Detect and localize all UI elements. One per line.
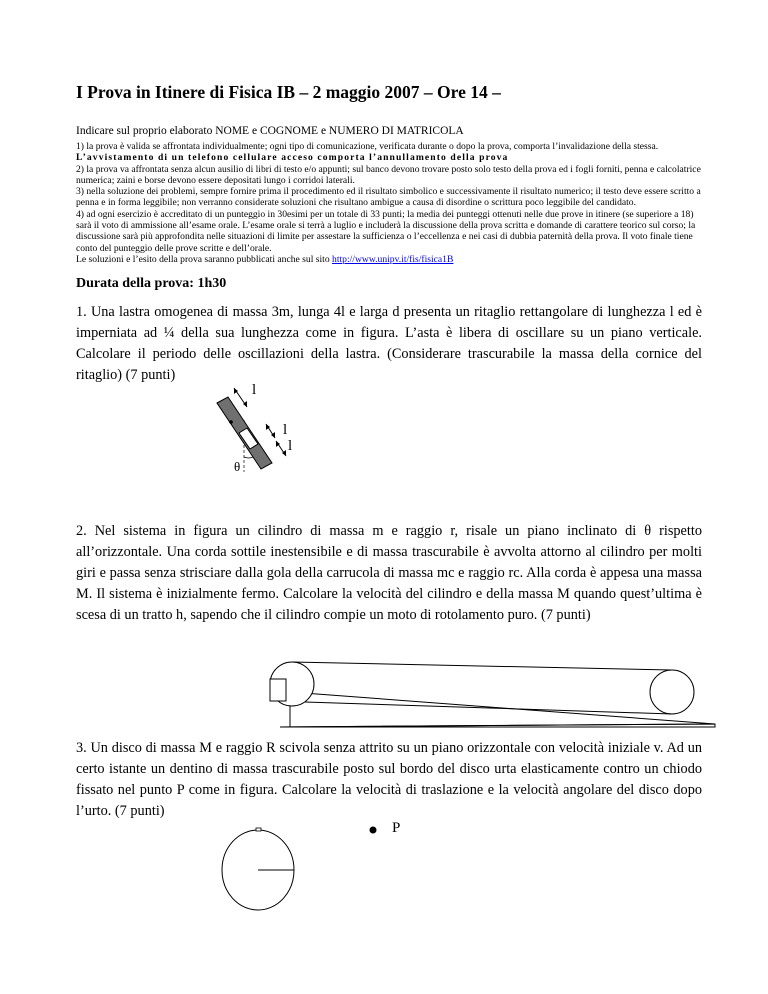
- theta-arc: [244, 457, 253, 458]
- figure-3-disc: [220, 820, 420, 930]
- page-title: I Prova in Itinere di Fisica IB – 2 maggio 2007 – Ore 14 –: [76, 82, 501, 102]
- rule-3: 3) nella soluzione dei problemi, sempre fornire prima il procedimento ed il risultato simbolico e successivamente il risultato numerico; il testo deve essere scritto a penna e in forma leggibile; non verranno considerate soluzioni che risultano ambigue a causa di disordine o scrittura poco leggibile del candidato.: [76, 186, 701, 209]
- course-website-link[interactable]: http://www.unipv.it/fis/fisica1B: [332, 253, 454, 265]
- label-l-bottom: l: [288, 438, 293, 454]
- disc-tooth: [256, 828, 261, 831]
- label-l-top: l: [252, 382, 257, 398]
- hanging-mass: [270, 679, 286, 701]
- rule-1-bold: L’avvistamento di un telefono cellulare acceso comporta l’annullamento della prova: [76, 152, 509, 164]
- cord-top: [292, 662, 672, 670]
- rule-1-text: 1) la prova è valida se affrontata individualmente; ogni tipo di comunicazione, verificata durante o dopo la prova, comporta l’invalidazione della stessa.: [76, 141, 659, 152]
- rule-5-text: Le soluzioni e l’esito della prova saranno pubblicati anche sul sito: [76, 253, 330, 265]
- pivot-point: [229, 420, 233, 424]
- label-theta: θ: [234, 459, 241, 474]
- instructions-line: Indicare sul proprio elaborato NOME e COGNOME e NUMERO DI MATRICOLA: [76, 125, 464, 137]
- rule-4: 4) ad ogni esercizio è accreditato di un punteggio in 30esimi per un totale di 33 punti; la media dei punteggi ottenuti nelle due prove in itinere (se superiore a 18) sarà il voto di ammissione all’esame orale. L’esame orale si terrà a luglio e includerà la discussione della prova scritta e domande di carattere teorico sul corso; la discussione sarà più approfondita nelle situazioni di limite per assestare la sufficienza o l’eccellenza e nei casi di dubbia paternità della prova. Il voto finale tiene conto del punteggio delle prove scritte e dell’orale.: [76, 208, 696, 254]
- cylinder: [650, 670, 694, 714]
- figure-2-incline: [260, 652, 720, 732]
- problem-1: 1. Una lastra omogenea di massa 3m, lunga 4l e larga d presenta un ritaglio rettangolare di lunghezza l ed è imperniata ad ¼ della sua lunghezza come in figura. L’asta è libera di oscillare su un piano verticale. Calcolare il periodo delle oscillazioni della lastra. (Considerare trascurabile la massa della cornice del ritaglio) (7 punti): [76, 304, 702, 383]
- label-l-mid: l: [283, 422, 288, 438]
- rule-2: 2) la prova va affrontata senza alcun ausilio di libri di testo e/o appunti; sul banco devono trovare posto solo testo della prova ed i fogli forniti, penna e calcolatrice numerica; zaini e borse devono essere depositati lungo i corridoi laterali.: [76, 163, 701, 186]
- problem-2: 2. Nel sistema in figura un cilindro di massa m e raggio r, risale un piano inclinato di θ rispetto all’orizzontale. Una corda sottile inestensibile e di massa trascurabile è avvolta attorno al cilindro per molti giri e passa senza strisciare dalla gola della carrucola di massa mc e raggio rc. Alla corda è appesa una massa M. Il sistema è inizialmente fermo. Calcolare la velocità del cilindro e della massa M quando quest’ultima è scesa di un tratto h, sapendo che il cilindro compie un moto di rotolamento puro. (7 punti): [76, 523, 702, 623]
- rules-block: [76, 141, 702, 265]
- nail-point: [370, 827, 377, 834]
- problem-3: 3. Un disco di massa M e raggio R scivola senza attrito su un piano orizzontale con velocità iniziale v. Ad un certo istante un dentino di massa trascurabile posto sul bordo del disco urta elasticamente contro un chiodo fissato nel punto P come in figura. Calcolare la velocità di traslazione e la velocità angolare del disco dopo l’urto. (7 punti): [76, 740, 702, 819]
- rule-5: [76, 254, 702, 265]
- exam-duration: Durata della prova: 1h30: [76, 276, 227, 291]
- figure-1-slab: [190, 380, 330, 485]
- rule-1: [76, 141, 702, 164]
- cord-bottom: [305, 702, 672, 714]
- label-p: P: [392, 820, 401, 836]
